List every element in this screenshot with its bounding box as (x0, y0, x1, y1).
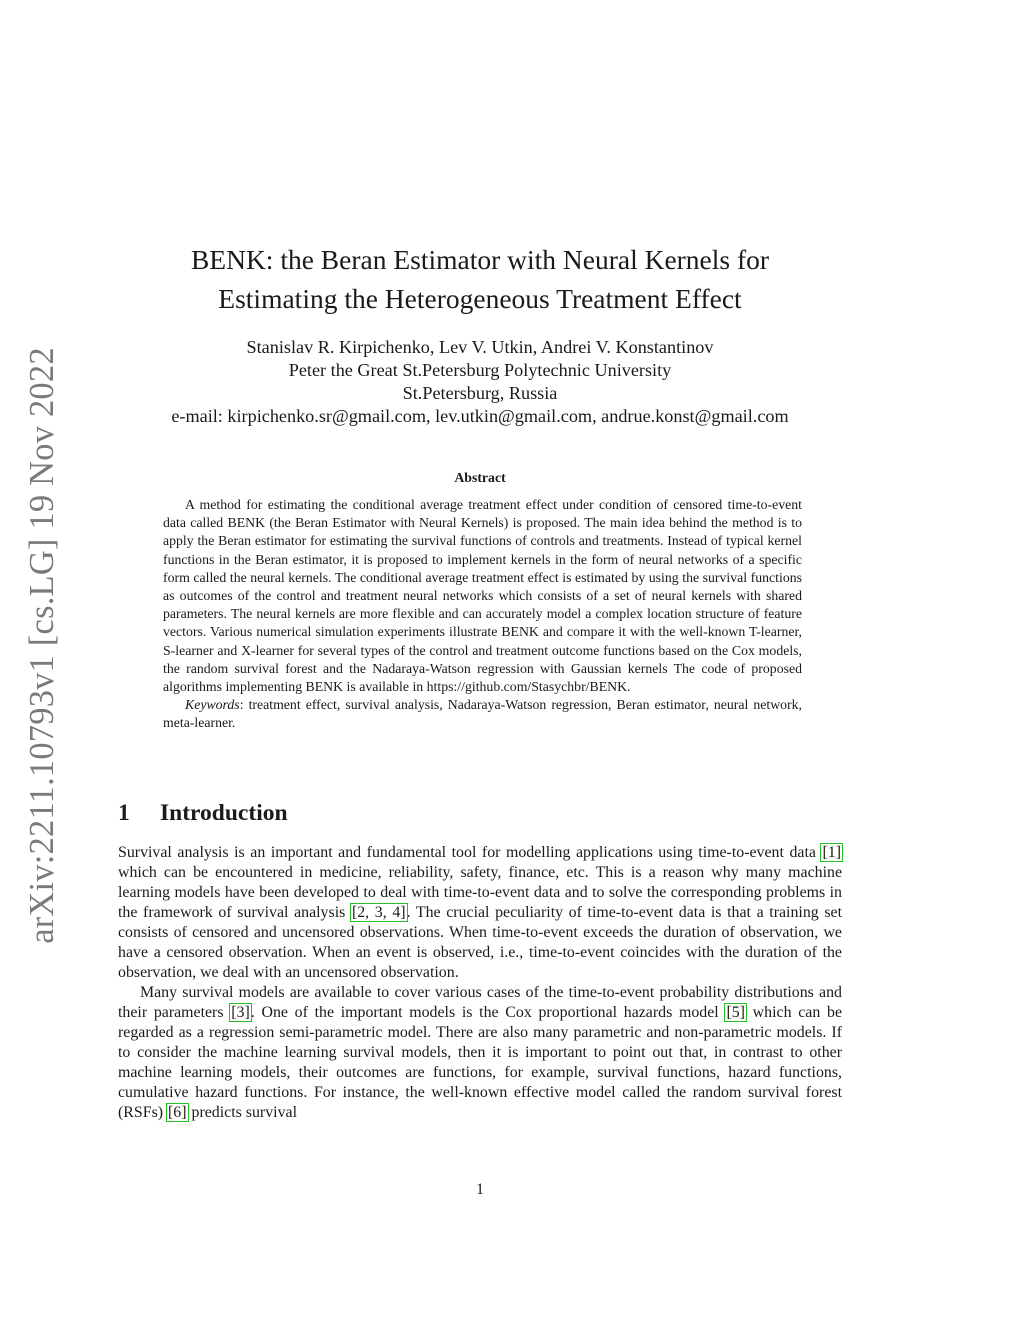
section-title-text: Introduction (160, 800, 288, 826)
paragraph-1-text-c: . The crucial peculiarity of time-to-event data is that a training set consists of censored and uncensored observations. When time-to-event exceeds the duration of observation, we have a censored observation. When an event is observed, i.e., time-to-event coincides with the duration of the observation, we deal with an uncensored observation. (118, 904, 842, 981)
paragraph-2-text-d: predicts survival (187, 1104, 297, 1121)
paragraph-2-text-a: Many survival models are available to cover various cases of the time-to-event probability distributions and their parameters (118, 984, 842, 1021)
keywords-label: Keywords (185, 697, 240, 713)
author-emails: e-mail: kirpichenko.sr@gmail.com, lev.utkin@gmail.com, andrue.konst@gmail.com (171, 406, 789, 426)
section-heading-introduction (118, 800, 288, 827)
citation-link-6[interactable]: [6] (168, 1104, 187, 1121)
abstract-text: A method for estimating the conditional average treatment effect under condition of censored time-to-event data called BENK (the Beran Estimator with Neural Kernels) is proposed. The main idea behind the method is to apply the Beran estimator for estimating the survival functions of controls and treatments. Instead of typical kernel functions in the Beran estimator, it is proposed to implement kernels in the form of neural networks of a specific form called the neural kernels. The conditional average treatment effect is estimated by using the survival functions as outcomes of the control and treatment neural networks which consists of a set of neural kernels with shared parameters. The neural kernels are more flexible and can accurately model a complex location structure of feature vectors. Various numerical simulation experiments illustrate BENK and compare it with the well-known T-learner, S-learner and X-learner for several types of the control and treatment outcome functions based on the Cox models, the random survival forest and the Nadaraya-Watson regression with Gaussian kernels The code of proposed algorithms implementing BENK is available in https://github.com/Stasychbr/BENK. (163, 497, 802, 695)
arxiv-stamp (16, 346, 68, 944)
citation-link-2-3-4[interactable]: [2, 3, 4] (351, 904, 406, 921)
paper-title (118, 240, 842, 318)
paragraph-2-text-b: . One of the important models is the Cox proportional hazards model (250, 1004, 726, 1021)
citation-link-5[interactable]: [5] (726, 1004, 745, 1021)
author-block (88, 336, 872, 428)
abstract-heading: Abstract (454, 470, 506, 485)
title-line-2: Estimating the Heterogeneous Treatment Effect (218, 283, 742, 314)
paragraph-1-text-a: Survival analysis is an important and fundamental tool for modelling applications using time-to-event data (118, 844, 822, 861)
arxiv-id-text: arXiv:2211.10793v1 [cs.LG] 19 Nov 2022 (22, 346, 61, 944)
paragraph-1 (118, 843, 842, 983)
keywords-text: : treatment effect, survival analysis, Nadaraya-Watson regression, Beran estimator, neural network, meta-learner. (163, 697, 802, 731)
paper-page (118, 0, 842, 1325)
paragraph-1-text-b: which can be encountered in medicine, reliability, safety, finance, etc. This is a reason why many machine learning models have been developed to deal with time-to-event data and to solve the corresponding problems in the framework of survival analysis (118, 864, 842, 921)
paragraph-2 (118, 983, 842, 1123)
page-number: 1 (476, 1181, 484, 1198)
introduction-body (118, 843, 842, 1123)
author-names: Stanislav R. Kirpichenko, Lev V. Utkin, Andrei V. Konstantinov (246, 337, 714, 357)
citation-link-3[interactable]: [3] (231, 1004, 250, 1021)
paragraph-2-text-c: which can be regarded as a regression semi-parametric model. There are also many parametric and non-parametric models. If to consider the machine learning survival models, then it is important to point out that, in contrast to other machine learning models, their outcomes are functions, for example, survival functions, hazard functions, cumulative hazard functions. For instance, the well-known effective model called the random survival forest (RSFs) (118, 1004, 842, 1121)
abstract-body (163, 496, 802, 733)
author-affiliation: Peter the Great St.Petersburg Polytechnic University (288, 360, 672, 380)
title-line-1: BENK: the Beran Estimator with Neural Kernels for (190, 244, 770, 275)
author-location: St.Petersburg, Russia (402, 383, 558, 403)
citation-link-1[interactable]: [1] (822, 844, 841, 861)
section-number: 1 (118, 800, 130, 826)
keywords-line (163, 696, 802, 732)
